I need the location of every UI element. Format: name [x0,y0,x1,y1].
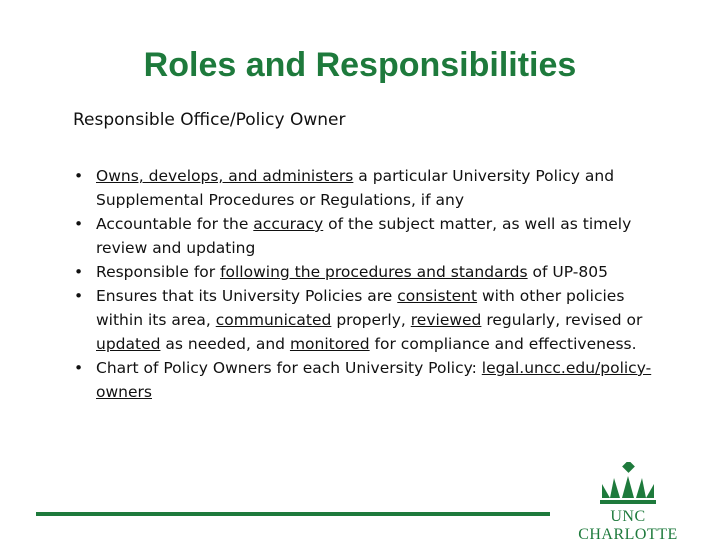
unc-charlotte-wordmark: UNC CHARLOTTE [578,508,678,543]
emphasized-text: following the procedures and standards [220,263,528,281]
bullet-text: Responsible for [96,263,221,281]
bullet-text: of the subject matter, as well as timely review and updating [96,215,632,257]
footer-divider [36,512,550,516]
emphasized-text: updated [96,335,161,353]
list-item [96,284,666,356]
list-item [96,260,666,284]
list-item [96,212,666,260]
emphasized-text: monitored [289,335,370,353]
bullet-text: for compliance and effectiveness. [369,335,637,353]
emphasized-text: communicated [215,311,332,329]
emphasized-text: reviewed [410,311,482,329]
bullet-text: regularly, revised or [481,311,643,329]
bullet-text: Ensures that its University Policies are [96,287,398,305]
slide-title: Roles and Responsibilities [143,46,577,84]
bullet-text: Chart of Policy Owners for each University Policy: [96,359,482,377]
emphasized-text: Owns, develops, and administers [96,167,354,185]
bullet-text: properly, [331,311,411,329]
bullet-text: as needed, and [160,335,290,353]
emphasized-text: accuracy [253,215,324,233]
emphasized-text: consistent [397,287,478,305]
list-item [96,356,666,404]
policy-owners-link[interactable]: legal.uncc.edu/policy-owners [96,359,652,401]
bullet-text: of UP-805 [527,263,608,281]
responsibility-list [96,164,666,404]
bullet-text: a particular University Policy and Supplemental Procedures or Regulations, if any [96,167,615,209]
list-item [96,164,666,212]
bullet-text: Accountable for the [96,215,254,233]
bullet-text: with other policies within its area, [96,287,625,329]
section-subtitle: Responsible Office/Policy Owner [73,110,346,130]
